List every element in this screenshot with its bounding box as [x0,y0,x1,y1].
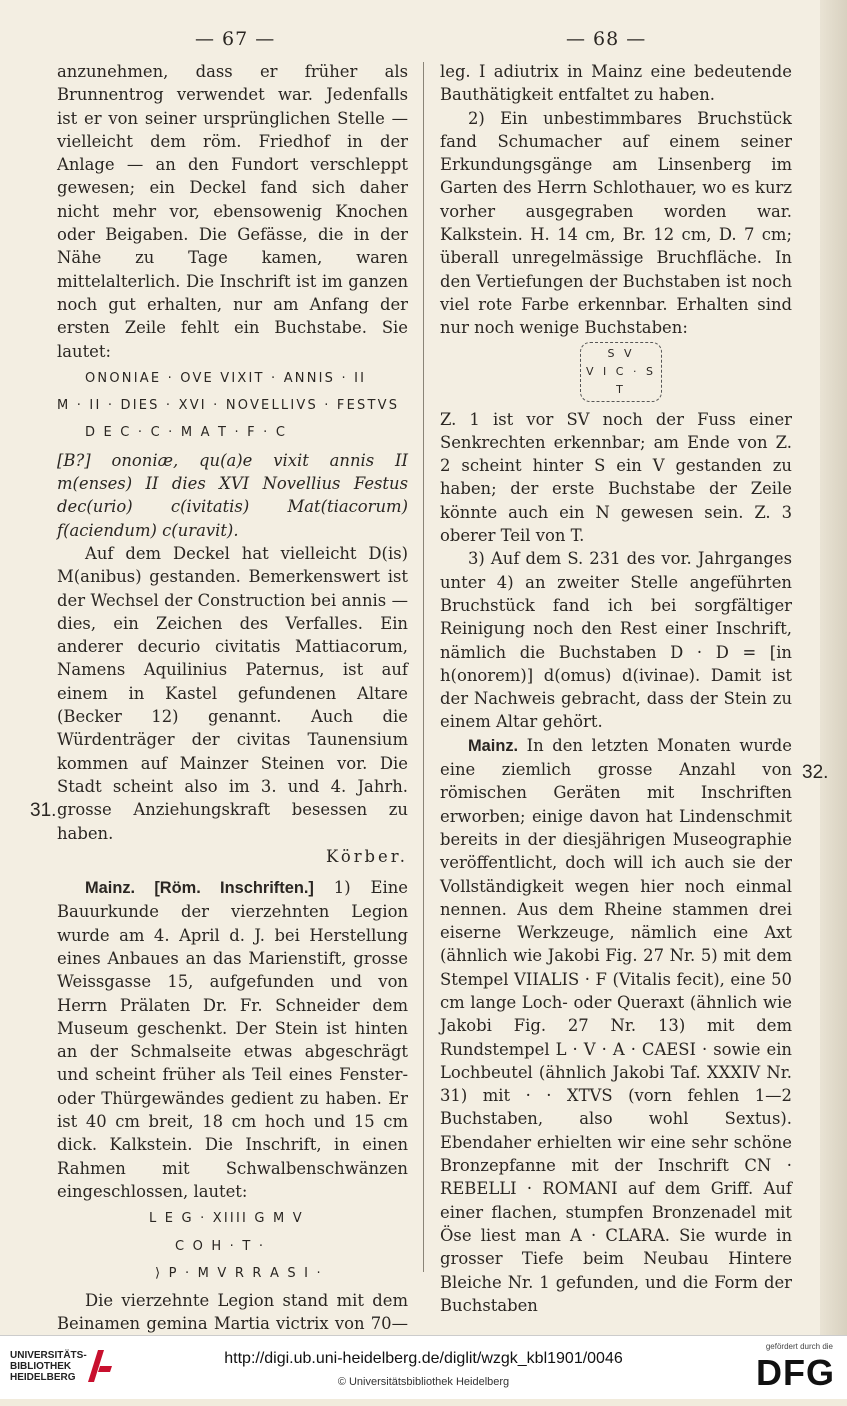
margin-number-32: 32. [802,762,829,783]
library-name-line: BIBLIOTHEK [10,1361,72,1372]
paragraph-text: 1) Eine Bauurkunde der vierzehnten Legion wurde am 4. April d. J. bei Herstellung eines Anbaues an das Marienstift, grosse Weissgasse 15, aufgefunden und von Herrn Prälaten Dr. Fr. Schneider dem Museum geschenkt. Der Stein ist hinten an der Schmalseite etwas abgeschrägt und scheint früher als Teil eines Fenster- oder Thürgewändes gedient zu haben. Er ist 40 cm breit, 18 cm hoch und 15 cm dick. Kalkstein. Die Inschrift, in einen Rahmen mit Schwalbenschwänzen eingeschlossen, lautet: [57,878,408,1201]
section-paragraph [57,876,408,1203]
paragraph: Die vierzehnte Legion stand mit dem Beinamen gemina Martia victrix von 70— [57,1291,408,1334]
copyright-text: © Universitätsbibliothek Heidelberg [337,1376,510,1388]
paragraph: Z. 1 ist vor SV noch der Fuss einer Senkrechten erkennbar; am Ende von Z. 2 scheint hinter S ein V gestanden zu haben; der erste Buchstabe der Zeile könnte auch ein N gewesen sein. Z. 3 oberer Teil von T. [440,409,792,546]
library-name-line: HEIDELBERG [10,1372,76,1383]
page-number-left: — 67 — [195,28,276,50]
column-divider [423,62,424,1272]
paragraph: Auf dem Deckel hat vielleicht D(is) M(anibus) gestanden. Bemerkenswert ist der Wechsel der Construction bei annis — dies, ein Zeichen des Verfalles. Ein anderer decurio civitatis Mattiacorum, Namens Aquilinius Paternus, ist auf einem in Kastel gefundenen Altare (Becker 12) genannt. Auch die Würdenträger der civitas Taunensium kommen auf Mainzer Steinen vor. Die Stadt scheint also im 3. und 4. Jahrh. grosse Anziehungskraft besessen zu haben. [57,543,408,843]
margin-number-31: 31. [30,800,57,821]
paragraph-text: In den letzten Monaten wurde eine ziemlich grosse Anzahl von römischen Geräten mit Inschriften erworben; einige davon hat Lindenschmit bereits in der diesjährigen Museographie veröffentlicht, doch will ich auch sie der Vollständigkeit wegen hier noch einmal nennen. Aus dem Rheine stammen drei eiserne Werkzeuge, nämlich eine Axt (ähnlich wie Jakobi Fig. 27 Nr. 5) mit dem Stempel VIIALIS · F (Vitalis fecit), eine 50 cm lange Loch- oder Queraxt (ähnlich wie Jakobi Fig. 27 Nr. 13) mit dem Rundstempel L · V · A · CAESI · sowie ein Lochbeutel (ähnlich Jakobi Taf. XXXIV Nr. 31) mit · · XTVS (vorn fehlen 1—2 Buchstaben, also wohl Sextus). Ebendaher erhielten wir eine sehr schöne Bronzepfanne mit der Inschrift CN · REBELLI · ROMANI auf dem Griff. Auf einer flachen, stumpfen Bronzenadel mit Öse liest man A · CLARA. Sie wurde in grosser Tiefe beim Neubau Hintere Bleiche Nr. 1 gefunden, und die Form der Buchstaben [440,735,793,1315]
paragraph: 3) Auf dem S. 231 des vor. Jahrganges unter 4) an zweiter Stelle angeführten Bruchstück fand ich bei sorgfältiger Reinigung noch den Rest einer Inschrift, nämlich die Buchstaben D · D = [in h(onorem)] d(omus) d(ivinae). Damit ist der Nachweis gebracht, dass der Stein zu einem Altar gehört. [440,549,792,732]
section-heading: Mainz. [468,736,519,755]
permalink-url[interactable]: http://digi.ub.uni-heidelberg.de/diglit/wzgk_kbl1901/0046 [224,1350,623,1367]
footer-bar [0,1335,847,1399]
funding-note: gefördert durch die [765,1342,833,1351]
inscription-line: L E G · XIIII G M V [149,1211,304,1227]
page-number-right: — 68 — [566,28,647,50]
inscription-line: T [616,382,626,396]
section-paragraph [440,734,792,1317]
inscription-line: D E C · C · M A T · F · C [85,425,288,441]
paragraph: leg. I adiutrix in Mainz eine bedeutende Bauthätigkeit entfaltet zu haben. [440,62,792,105]
left-column [57,60,408,1406]
inscription-line: C O H · T · [175,1238,266,1254]
inscription-line: ⟩ P · M V R R A S I · [155,1265,323,1281]
transcription: [B?] ononiæ, qu(a)e vixit annis II m(enses) II dies XVI Novellius Festus dec(urio) c(ivitatis) Mat(tiacorum) f(aciendum) c(uravit). [57,450,408,540]
inscription-line: ONONIAE · OVE VIXIT · ANNIS · II [85,370,367,386]
inscription-line: S V [607,346,635,360]
page-edge [820,0,847,1335]
dfg-logo: DFG [756,1352,835,1393]
paragraph: anzunehmen, dass er früher als Brunnentrog verwendet war. Jedenfalls ist er von seiner ursprünglichen Stelle — vielleicht dem röm. Friedhof in der Anlage — an den Fundort verschleppt gewesen; ein Deckel fand sich daher nicht mehr vor, ebensowenig Knochen oder Beigaben. Die Gefässe, die in der Nähe zu Tage kamen, waren mittelalterlich. Die Inschrift ist im ganzen noch gut erhalten, nur am Anfang der ersten Zeile fehlt ein Buchstabe. Sie lautet: [57,62,408,361]
paragraph: 2) Ein unbestimmbares Bruchstück fand Schumacher auf einem seiner Erkundungsgänge am Linsenberg im Garten des Herrn Schlothauer, wo es kurz vorher ausgegraben worden war. Kalkstein. H. 14 cm, Br. 12 cm, D. 7 cm; überall unregelmässige Bruchfläche. In den Vertiefungen der Buchstaben ist noch viel rote Farbe erkennbar. Erhalten sind nur noch wenige Buchstaben: [440,108,792,338]
fragment-inscription [580,342,662,402]
author-signature: Körber. [326,846,408,866]
right-column [440,60,792,1317]
inscription-line: V I C · S [586,364,656,378]
section-heading: Mainz. [Röm. Inschriften.] [85,879,314,898]
inscription-line: M · II · DIES · XVI · NOVELLIVS · FESTVS [57,398,400,414]
library-name-line: UNIVERSITÄTS- [10,1350,87,1361]
